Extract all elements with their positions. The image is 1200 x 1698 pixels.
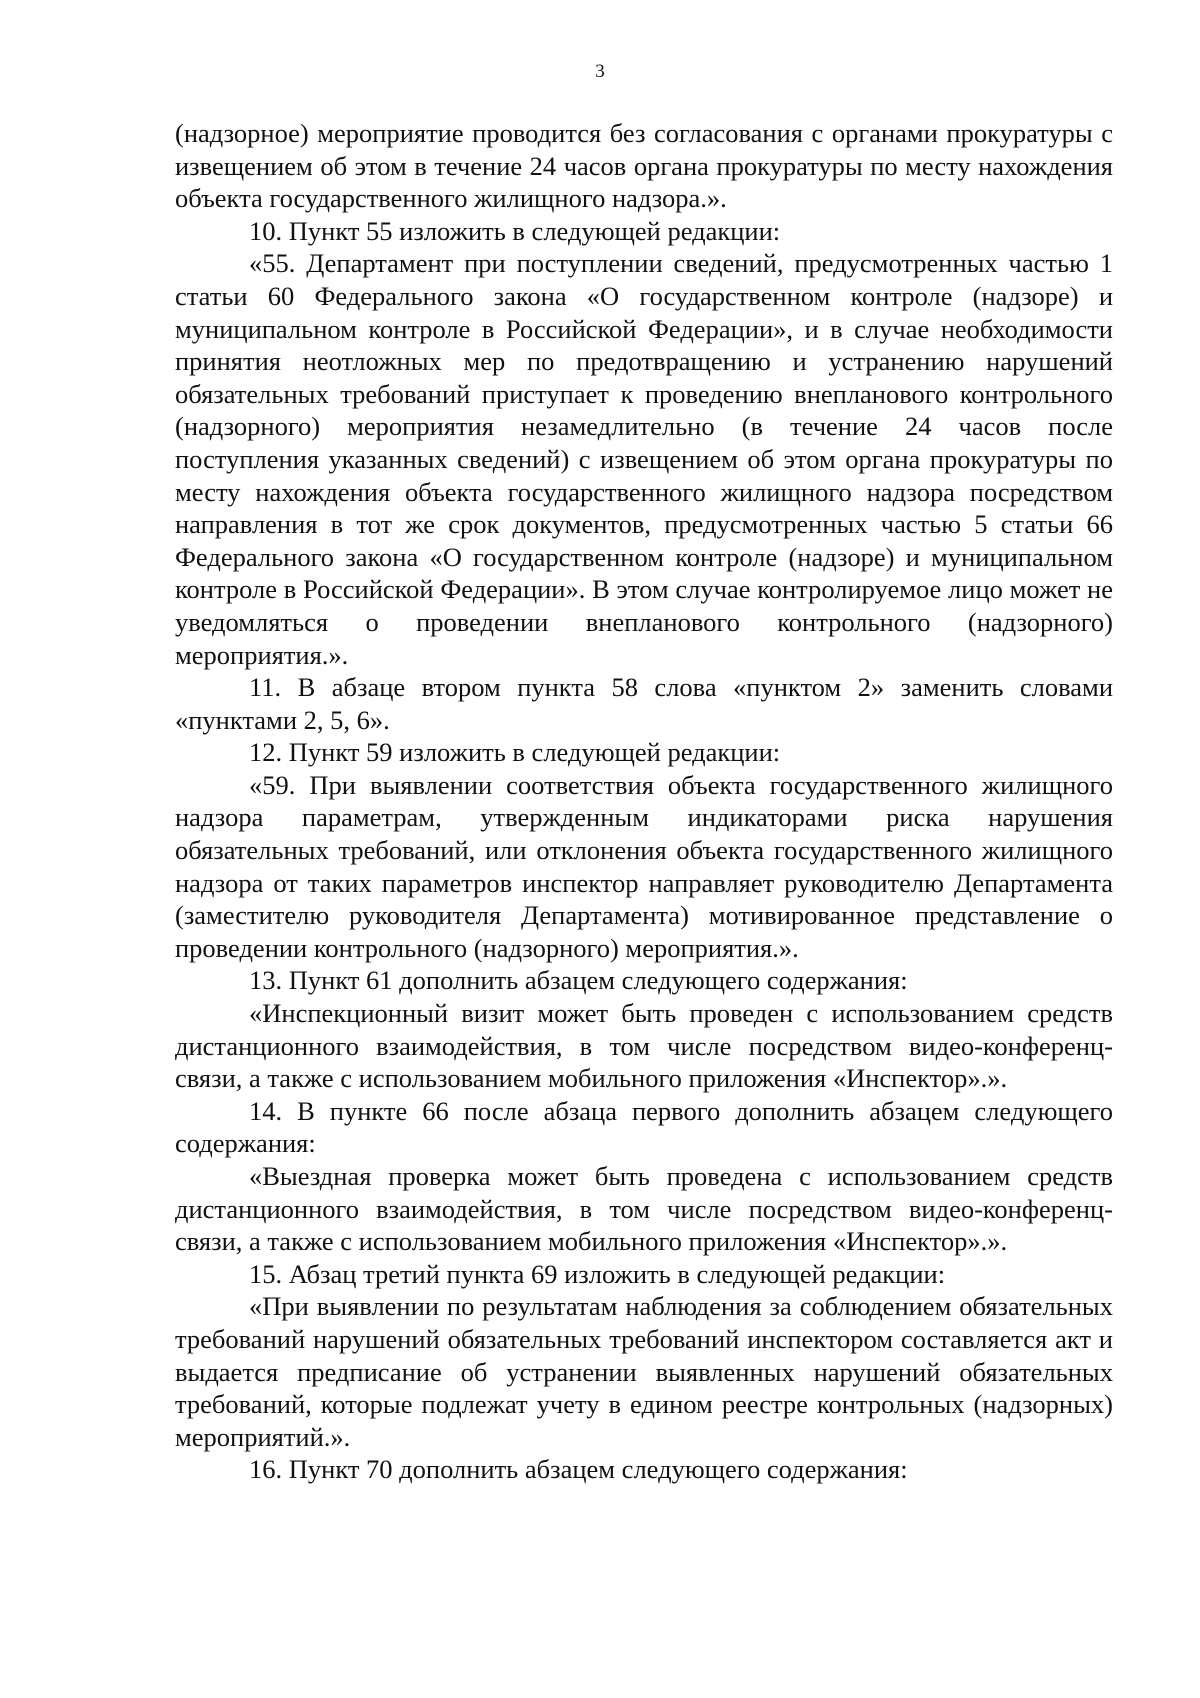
paragraph: 15. Абзац третий пункта 69 изложить в следующей редакции:	[249, 1258, 946, 1289]
paragraph: «Инспекционный визит может быть проведен с использованием средств дистанционного взаимодействия, в том числе посредством видео-конференц-связи, а также с использованием мобильного приложения «Инспектор».».	[175, 998, 1113, 1094]
paragraph: «При выявлении по результатам наблюдения за соблюдением обязательных требований нарушений обязательных требований инспектором составляется акт и выдается предписание об устранении выявленных нарушений обязательных требований, которые подлежат учету в едином реестре контрольных (надзорных) мероприятий.».	[175, 1291, 1113, 1452]
paragraph: «55. Департамент при поступлении сведений, предусмотренных частью 1 статьи 60 Федерального закона «О государственном контроле (надзоре) и муниципальном контроле в Российской Федерации», и в случае необходимости принятия неотложных мер по предотвращению и устранению нарушений обязательных требований приступает к проведению внепланового контрольного (надзорного) мероприятия незамедлительно (в течение 24 часов после поступления указанных сведений) с извещением об этом органа прокуратуры по месту нахождения объекта государственного жилищного надзора посредством направления в тот же срок документов, предусмотренных частью 5 статьи 66 Федерального закона «О государственном контроле (надзоре) и муниципальном контроле в Российской Федерации». В этом случае контролируемое лицо может не уведомляться о проведении внепланового контрольного (надзорного) мероприятия.».	[175, 248, 1113, 670]
paragraph: 16. Пункт 70 дополнить абзацем следующего содержания:	[249, 1454, 908, 1485]
paragraph: «59. При выявлении соответствия объекта государственного жилищного надзора параметрам, утвержденным индикаторами риска нарушения обязательных требований, или отклонения объекта государственного жилищного надзора от таких параметров инспектор направляет руководителю Департамента (заместителю руководителя Департамента) мотивированное представление о проведении контрольного (надзорного) мероприятия.».	[175, 769, 1113, 963]
paragraph: 12. Пункт 59 изложить в следующей редакции:	[249, 737, 781, 768]
paragraph: (надзорное) мероприятие проводится без согласования с органами прокуратуры с извещением об этом в течение 24 часов органа прокуратуры по месту нахождения объекта государственного жилищного надзора.».	[175, 118, 1113, 214]
paragraph: 10. Пункт 55 изложить в следующей редакции:	[249, 215, 781, 246]
document-body	[175, 117, 1113, 1486]
page-number: 3	[595, 61, 605, 82]
paragraph: «Выездная проверка может быть проведена с использованием средств дистанционного взаимодействия, в том числе посредством видео-конференц-связи, а также с использованием мобильного приложения «Инспектор».».	[175, 1161, 1113, 1257]
paragraph: 13. Пункт 61 дополнить абзацем следующего содержания:	[249, 965, 908, 996]
paragraph: 14. В пункте 66 после абзаца первого дополнить абзацем следующего содержания:	[175, 1095, 1113, 1159]
paragraph: 11. В абзаце втором пункта 58 слова «пунктом 2» заменить словами «пунктами 2, 5, 6».	[175, 672, 1113, 735]
